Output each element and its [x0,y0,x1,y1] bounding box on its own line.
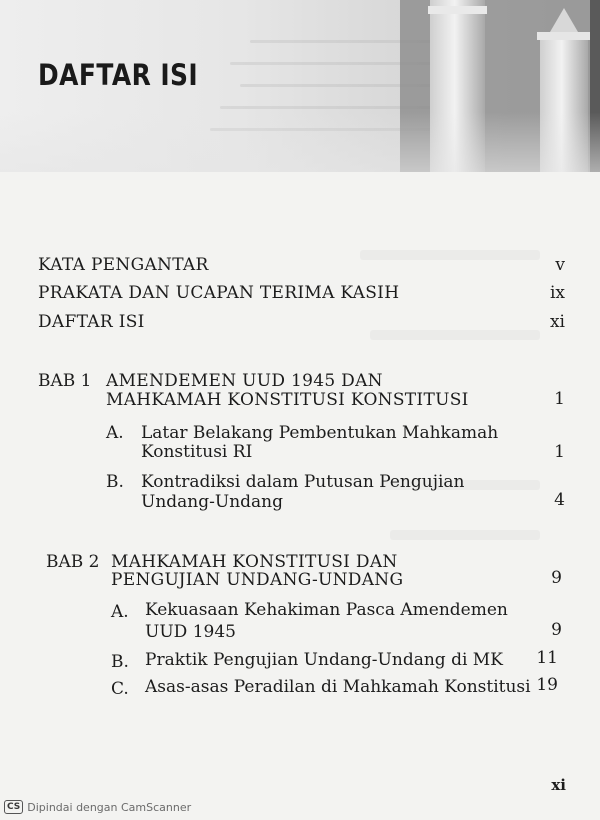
section-title[interactable]: Kontradiksi dalam Putusan Pengujian [141,472,465,492]
page-number: 11 [536,648,558,668]
chapter-title[interactable]: AMENDEMEN UUD 1945 DAN [106,371,383,391]
scanner-watermark [4,800,191,814]
section-title[interactable]: UUD 1945 [145,622,236,642]
chapter-number: BAB 1 [38,371,92,391]
page-number: 19 [536,675,558,695]
section-title[interactable]: Latar Belakang Pembentukan Mahkamah [141,423,499,443]
section-letter: C. [111,679,129,699]
section-letter: B. [106,472,124,492]
camscanner-logo-icon: CS [4,800,23,814]
page-number: 9 [551,620,562,640]
toc-entry-daftar-isi[interactable]: DAFTAR ISI [38,312,145,332]
watermark-text: Dipindai dengan CamScanner [27,800,192,814]
section-title[interactable]: Asas-asas Peradilan di Mahkamah Konstitusi [145,677,531,697]
page-number: 9 [551,568,562,588]
section-letter: B. [111,652,129,672]
chapter-title[interactable]: MAHKAMAH KONSTITUSI KONSTITUSI [106,390,469,410]
page-number: 1 [554,442,565,462]
page-title: DAFTAR ISI [38,58,199,92]
section-title[interactable]: Praktik Pengujian Undang-Undang di MK [145,650,503,670]
chapter-number: BAB 2 [46,552,100,572]
footer-page-number: xi [551,776,566,794]
section-title[interactable]: Undang-Undang [141,492,283,512]
page-number: 4 [554,490,565,510]
page-number: 1 [554,389,565,409]
chapter-title[interactable]: PENGUJIAN UNDANG-UNDANG [111,570,404,590]
page-number: ix [549,283,565,303]
chapter-title[interactable]: MAHKAMAH KONSTITUSI DAN [111,552,398,572]
toc-entry-prakata[interactable]: PRAKATA DAN UCAPAN TERIMA KASIH [38,283,400,303]
section-letter: A. [111,602,129,622]
page-number: xi [549,312,565,332]
toc-entry-kata-pengantar[interactable]: KATA PENGANTAR [38,255,209,275]
section-letter: A. [106,423,124,443]
section-title[interactable]: Konstitusi RI [141,442,253,462]
section-title[interactable]: Kekuasaan Kehakiman Pasca Amendemen [145,600,508,620]
page-number: v [555,255,565,275]
